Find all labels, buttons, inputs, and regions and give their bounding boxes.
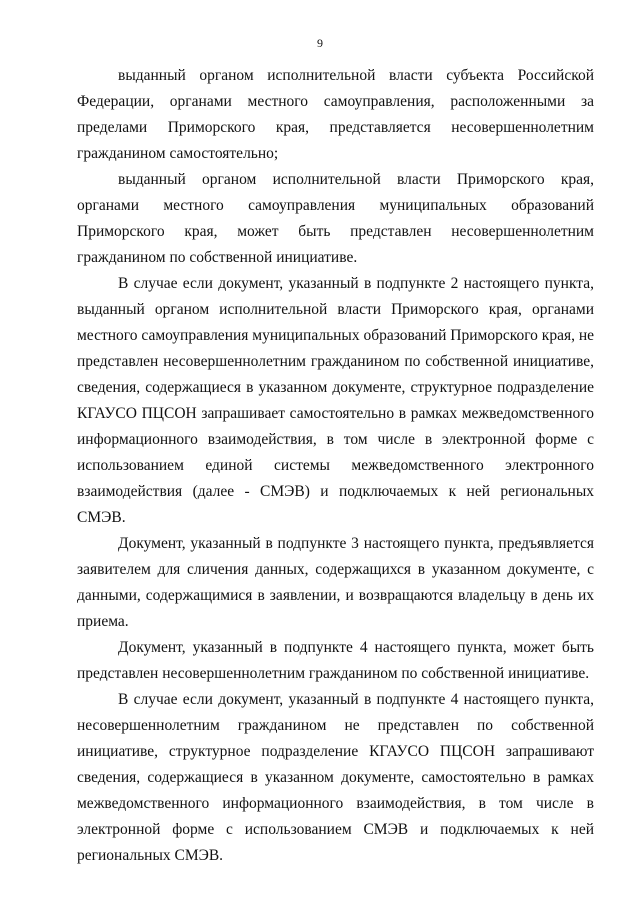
paragraph: выданный органом исполнительной власти Приморского края, органами местного самоуправления муниципальных образований Приморского края, может быть представлен несовершеннолетним гражданином по собственной инициативе. xyxy=(77,171,594,266)
document-body xyxy=(77,63,594,869)
paragraph: В случае если документ, указанный в подпункте 2 настоящего пункта, выданный органом исполнительной власти Приморского края, органами местного самоуправления муниципальных образований Приморского края, не представлен несовершеннолетним гражданином по собственной инициативе, сведения, содержащиеся в указанном документе, структурное подразделение КГАУСО ПЦСОН запрашивает самостоятельно в рамках межведомственного информационного взаимодействия, в том числе в электронной форме с использованием единой системы межведомственного электронного взаимодействия (далее - СМЭВ) и подключаемых к ней региональных СМЭВ. xyxy=(77,275,595,526)
paragraph: выданный органом исполнительной власти субъекта Российской Федерации, органами местного самоуправления, расположенными за пределами Приморского края, представляется несовершеннолетним гражданином самостоятельно; xyxy=(77,67,594,162)
paragraph: Документ, указанный в подпункте 3 настоящего пункта, предъявляется заявителем для сличения данных, содержащихся в указанном документе, с данными, содержащимися в заявлении, и возвращаются владельцу в день их приема. xyxy=(77,535,594,630)
paragraph: В случае если документ, указанный в подпункте 4 настоящего пункта, несовершеннолетним гражданином не представлен по собственной инициативе, структурное подразделение КГАУСО ПЦСОН запрашивают сведения, содержащиеся в указанном документе, самостоятельно в рамках межведомственного информационного взаимодействия, в том числе в электронной форме с использованием СМЭВ и подключаемых к ней региональных СМЭВ. xyxy=(77,691,594,864)
page-number: 9 xyxy=(317,36,323,50)
paragraph: Документ, указанный в подпункте 4 настоящего пункта, может быть представлен несовершеннолетним гражданином по собственной инициативе. xyxy=(77,639,594,682)
